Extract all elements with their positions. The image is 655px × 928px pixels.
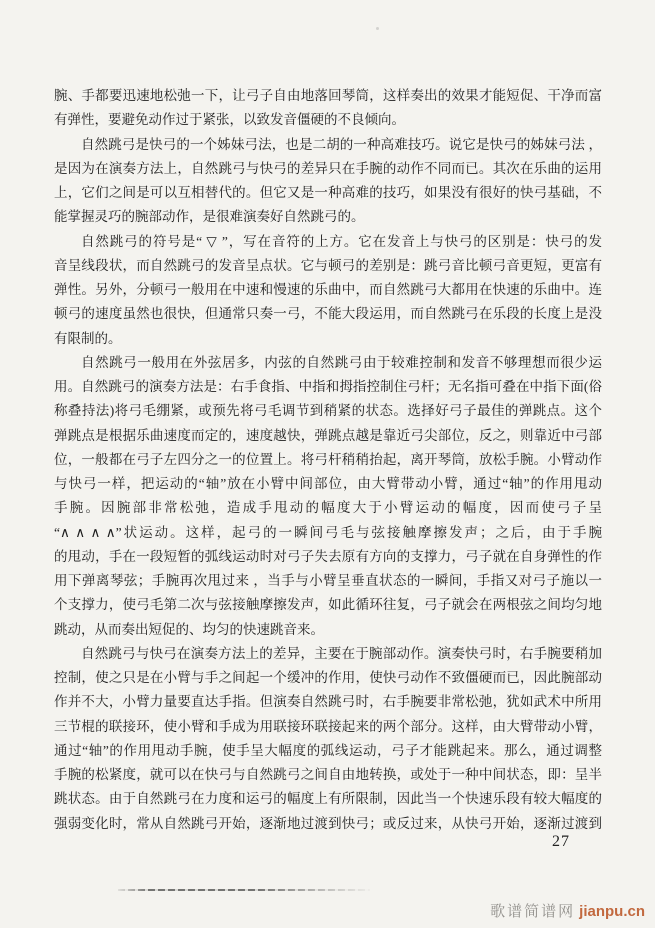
paragraph xyxy=(54,84,602,133)
scan-speck xyxy=(376,27,379,30)
text-line: 位，一般都在弓子左四分之一的位置上。将弓杆稍稍抬起，离开琴筒，放松手腕。小臂动作 xyxy=(54,451,602,467)
text-line: 跳动，从而奏出短促的、均匀的快速跳音来。 xyxy=(54,621,324,637)
text-line: 自然跳弓的符号是“ ▽ ”，写在音符的上方。它在发音上与快弓的区别是：快弓的发 xyxy=(81,233,602,249)
text-line: 用下弹离琴弦；手腕再次甩过来 ，当手与小臂呈垂直状态的一瞬间，手指又对弓子施以一 xyxy=(54,573,602,588)
text-line: 腕、手都要迅速地松弛一下，让弓子自由地落回琴筒，这样奏出的效果才能短促、干净而富 xyxy=(54,88,602,103)
text-line: 弹性。另外，分顿弓一般用在中速和慢速的乐曲中，而自然跳弓大都用在快速的乐曲中。连 xyxy=(54,282,602,297)
scan-artifact-line xyxy=(118,889,370,891)
text-line: 作并不大，小臂力量要直达手指。但演奏自然跳弓时，右手腕要非常松弛，犹如武术中所用 xyxy=(54,694,602,710)
paragraph xyxy=(54,230,602,351)
text-line: 称叠持法)将弓毛绷紧，或预先将弓毛调节到稍紧的状态。选择好弓子最佳的弹跳点。这个 xyxy=(54,403,602,419)
watermark-site-url: jianpu.cn xyxy=(579,903,645,920)
paragraph xyxy=(54,351,602,642)
text-line: 有弹性，要避免动作过于紧张，以致发音僵硬的不良倾向。 xyxy=(54,112,405,128)
page-number: 27 xyxy=(552,833,570,850)
text-line: 个支撑力，使弓毛第二次与弦接触摩擦发声，如此循环往复，弓子就会在两根弦之间均匀地 xyxy=(54,597,602,613)
text-line: 音呈线段状，而自然跳弓的发音呈点状。它与顿弓的差别是：跳弓音比顿弓音更短，更富有 xyxy=(54,257,602,273)
text-line: 的甩动，手在一段短暂的弧线运动时对弓子失去原有方向的支撑力，弓子就在自身弹性的作 xyxy=(54,548,602,564)
text-line: 能掌握灵巧的腕部动作，是很难演奏好自然跳弓的。 xyxy=(54,209,365,225)
text-line: 跳状态。由于自然跳弓在力度和运弓的幅度上有所限制，因此当一个快速乐段有较大幅度的 xyxy=(54,791,602,807)
text-line: 用。自然跳弓的演奏方法是：右手食指、中指和拇指控制住弓杆；无名指可叠在中指下面(俗 xyxy=(54,379,602,394)
text-line: 手腕的松紧度，就可以在快弓与自然跳弓之间自由地转换，或处于一种中间状态，即：呈半 xyxy=(54,767,602,782)
text-line: 顿弓的速度虽然也很快，但通常只奏一弓，不能大段运用，而自然跳弓在乐段的长度上是没 xyxy=(54,306,602,322)
text-line: 是因为在演奏方法上，自然跳弓与快弓的差异只在手腕的动作不同而已。其次在乐曲的运用 xyxy=(54,160,602,176)
text-line: 自然跳弓是快弓的一个姊妹弓法，也是二胡的一种高难技巧。说它是快弓的姊妹弓法 ， xyxy=(81,136,602,152)
text-line: 有限制的。 xyxy=(54,330,122,346)
text-line: 三节棍的联接环，使小臂和手成为用联接环联接起来的两个部分。这样，由大臂带动小臂， xyxy=(54,718,602,734)
text-line: “∧ ∧ ∧ ∧”状运动。这样，起弓的一瞬间弓毛与弦接触摩擦发声；之后，由于手腕 xyxy=(54,524,602,540)
text-line: 通过“轴”的作用甩动手腕，使手呈大幅度的弧线运动，弓子才能跳起来。那么，通过调整 xyxy=(54,742,602,758)
text-line: 自然跳弓与快弓在演奏方法上的差异，主要在于腕部动作。演奏快弓时，右手腕要稍加 xyxy=(81,645,602,661)
watermark xyxy=(490,900,645,921)
text-line: 与快弓一样，把运动的“轴”放在小臂中间部位，由大臂带动小臂，通过“轴”的作用甩动 xyxy=(54,476,602,491)
text-line: 手腕。因腕部非常松弛，造成手甩动的幅度大于小臂运动的幅度，因而使弓子呈 xyxy=(54,500,602,516)
paragraph xyxy=(54,642,602,836)
text-line: 上，它们之间是可以互相替代的。但它又是一种高难的技巧，如果没有很好的快弓基础，不 xyxy=(54,185,602,200)
text-line: 控制，使之只是在小臂与手之间起一个缓冲的作用，使快弓动作不致僵硬而已，因此腕部动 xyxy=(54,670,602,685)
text-line: 自然跳弓一般用在外弦居多，内弦的自然跳弓由于较难控制和发音不够理想而很少运 xyxy=(81,354,602,370)
paragraph xyxy=(54,133,602,230)
watermark-site-name: 歌谱简谱网 xyxy=(490,903,576,920)
text-line: 弹跳点是根据乐曲速度而定的，速度越快，弹跳点越是靠近弓尖部位，反之，则靠近中弓部 xyxy=(54,427,602,443)
body-text xyxy=(54,84,602,836)
text-line: 强弱变化时，常从自然跳弓开始，逐渐地过渡到快弓；或反过来，从快弓开始，逐渐过渡到 xyxy=(54,815,602,831)
